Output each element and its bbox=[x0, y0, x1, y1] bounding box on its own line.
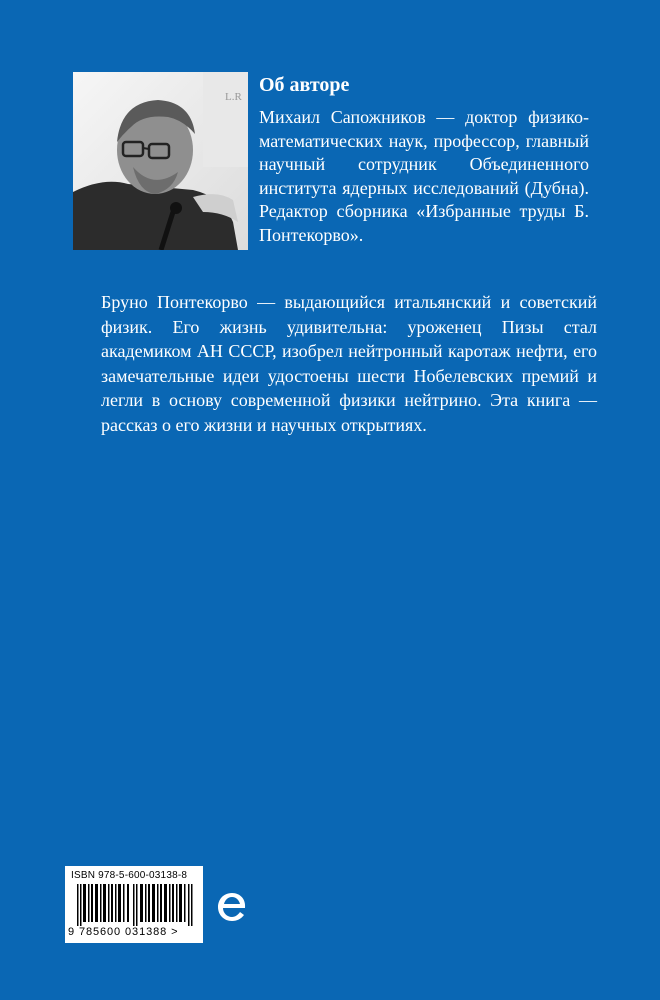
author-photo bbox=[73, 72, 248, 250]
isbn-barcode bbox=[65, 866, 203, 943]
eksmo-e-logo-icon bbox=[216, 890, 248, 924]
photo-sign-text: L.R bbox=[225, 91, 242, 103]
barcode-bars bbox=[77, 884, 195, 926]
isbn-text: ISBN 978-5-600-03138-8 bbox=[71, 870, 188, 881]
author-bio: Михаил Сапожников — доктор физико-математических наук, профессор, главный научный сотрудник Объединенного института ядерных исследований (Дубна). Редактор сборника «Избранные труды Б. Понтекорво». bbox=[259, 107, 589, 245]
barcode-digits: 9 785600 031388 > bbox=[68, 926, 179, 938]
book-description: Бруно Понтекорво — выдающийся итальянский и советский физик. Его жизнь удивительна: уроженец Пизы стал академиком АН СССР, изобрел нейтронный каротаж нефти, его замечательные идеи удостоены шести Нобелевских премий и легли в основу современной физики нейтрино. Эта книга — рассказ о его жизни и научных открытиях. bbox=[101, 292, 597, 435]
about-title: Об авторе bbox=[259, 74, 350, 96]
